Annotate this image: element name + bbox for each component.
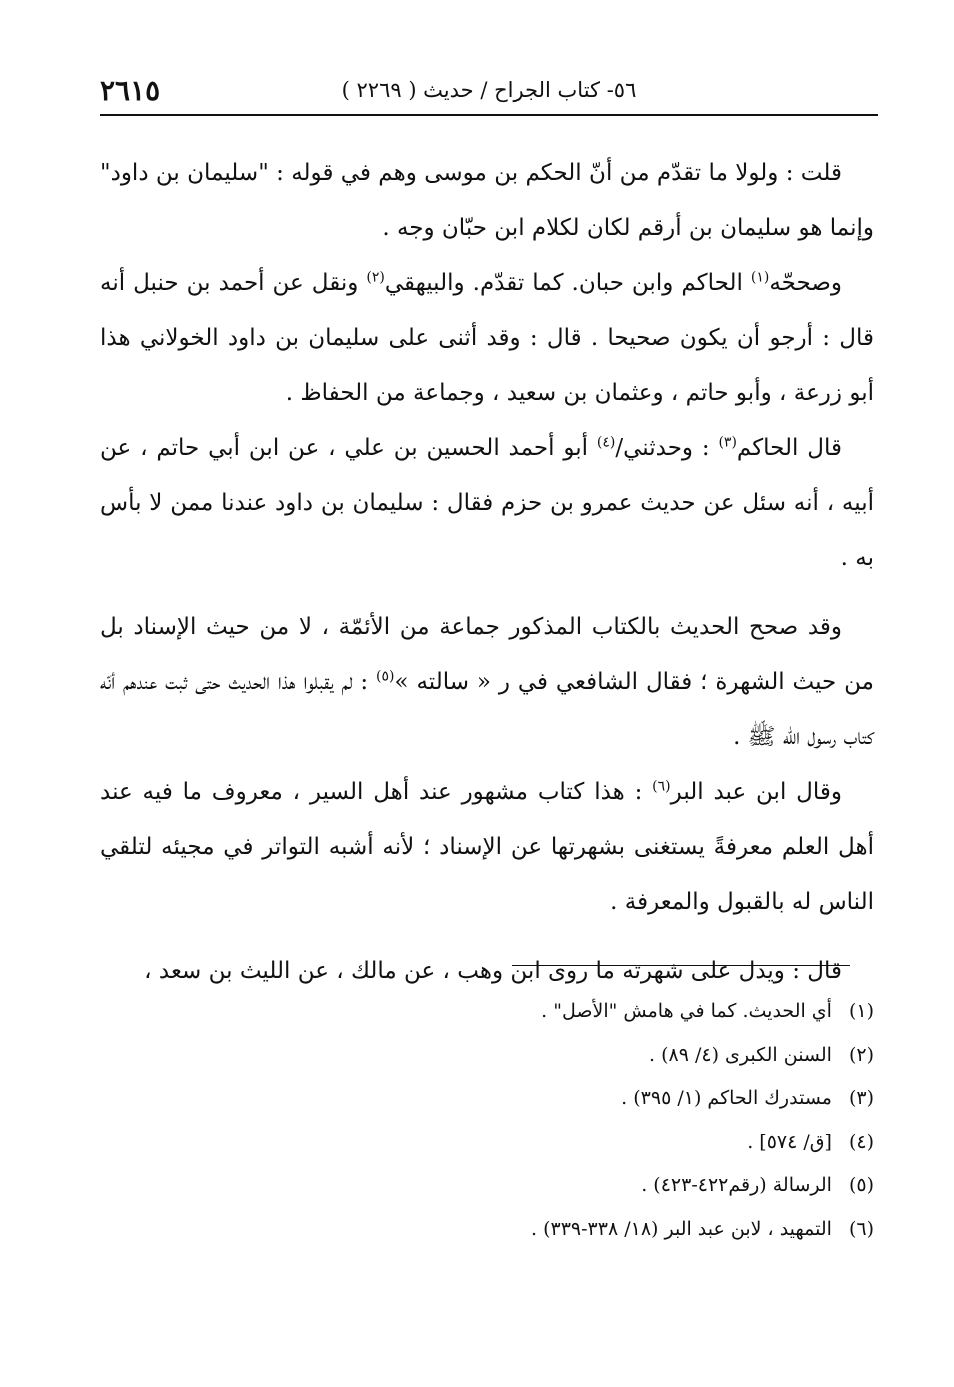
footnote-text: الرسالة (رقم٤٢٢-٤٢٣) . <box>641 1174 832 1196</box>
footnote-text: [ق/ ٥٧٤] . <box>747 1130 832 1153</box>
footnote-text: التمهيد ، لابن عبد البر (١٨/ ٣٣٨-٣٣٩) . <box>530 1217 832 1240</box>
footnote-ref: (٦) <box>652 778 671 795</box>
footnote-number: (٥) <box>848 1174 874 1196</box>
footnote-ref: (٣) <box>718 434 737 451</box>
paragraph <box>100 256 874 421</box>
footnote <box>300 1077 874 1121</box>
paragraph-text: قال : ويدل على شهرته ما روى ابن وهب ، عن مالك ، عن الليث بن سعد ، <box>144 958 842 984</box>
paragraph-text: الحاكم وابن حبان. كما تقدّم. والبيهقي <box>384 270 751 296</box>
footnote-ref: (٢) <box>366 269 385 286</box>
paragraph-text: وصححّه <box>769 270 842 296</box>
footnote-number: (٤) <box>848 1130 874 1153</box>
paragraph-text: قلت : ولولا ما تقدّم من أنّ الحكم بن موسى وهم في قوله : "سليمان بن داود" وإنما هو سليمان بن أرقم لكان لكلام ابن حبّان وجه . <box>100 160 874 241</box>
paragraph-text: : وحدثني/ <box>615 435 719 461</box>
footnote-text: مستدرك الحاكم (١/ ٣٩٥) . <box>621 1087 832 1109</box>
footnote-text: أي الحديث. كما في هامش "الأصل" . <box>541 1000 832 1022</box>
paragraph-text: وقد صحح الحديث بالكتاب المذكور جماعة من الأئمّة ، لا من حيث الإسناد بل من حيث الشهرة ؛ فقال الشافعي في ر « سالته » <box>100 614 874 695</box>
footnote-number: (٢) <box>848 1043 874 1066</box>
footnote-ref: (١) <box>750 269 770 286</box>
paragraph <box>100 421 874 586</box>
footnote-text: السنن الكبرى (٤/ ٨٩) . <box>649 1043 832 1066</box>
paragraph-text: قال الحاكم <box>736 435 842 461</box>
footnote-ref: (٤) <box>596 434 616 451</box>
body-text <box>100 146 874 999</box>
footnotes <box>300 990 874 1251</box>
footnote <box>300 990 874 1034</box>
footnote-number: (٦) <box>848 1217 874 1240</box>
page-header <box>100 70 878 116</box>
footnote <box>300 1121 874 1165</box>
footnote-separator <box>512 965 850 966</box>
paragraph-text: : هذا كتاب مشهور عند أهل السير ، معروف ما فيه عند أهل العلم معرفةً يستغنى بشهرتها عن الإسناد ؛ لأنه أشبه التواتر في مجيئه لتلقي الناس له بالقبول والمعرفة . <box>100 779 874 915</box>
footnote-number: (١) <box>848 1000 874 1022</box>
paragraph-text: ونقل عن أحمد بن حنبل أنه قال : أرجو أن يكون صحيحا . قال : وقد أثنى على سليمان بن داود الخولاني هذا أبو زرعة ، وأبو حاتم ، وعثمان بن سعيد ، وجماعة من الحفاظ . <box>100 270 874 406</box>
paragraph <box>100 600 874 765</box>
paragraph-text: أبو أحمد الحسين بن علي ، عن ابن أبي حاتم ، عن أبيه ، أنه سئل عن حديث عمرو بن حزم فقال : سليمان بن داود عندنا ممن لا بأس به . <box>100 435 874 571</box>
paragraph-text: وقال ابن عبد البر <box>670 779 842 805</box>
paragraph-text: : لم يقبلوا هذا الحديث حتى ثبت عندهم أنّه كتاب رسول الله ﷺ . <box>100 669 874 750</box>
paragraph <box>100 765 874 930</box>
footnote-ref: (٥) <box>376 668 395 685</box>
footnote <box>300 1034 874 1078</box>
page-number: ٢٦١٥ <box>100 74 161 107</box>
footnote <box>300 1164 874 1208</box>
paragraph <box>100 146 874 256</box>
footnote <box>300 1208 874 1252</box>
running-title: ٥٦- كتاب الجراح / حديث ( ٢٢٦٩ ) <box>341 78 637 102</box>
footnote-number: (٣) <box>848 1087 874 1109</box>
